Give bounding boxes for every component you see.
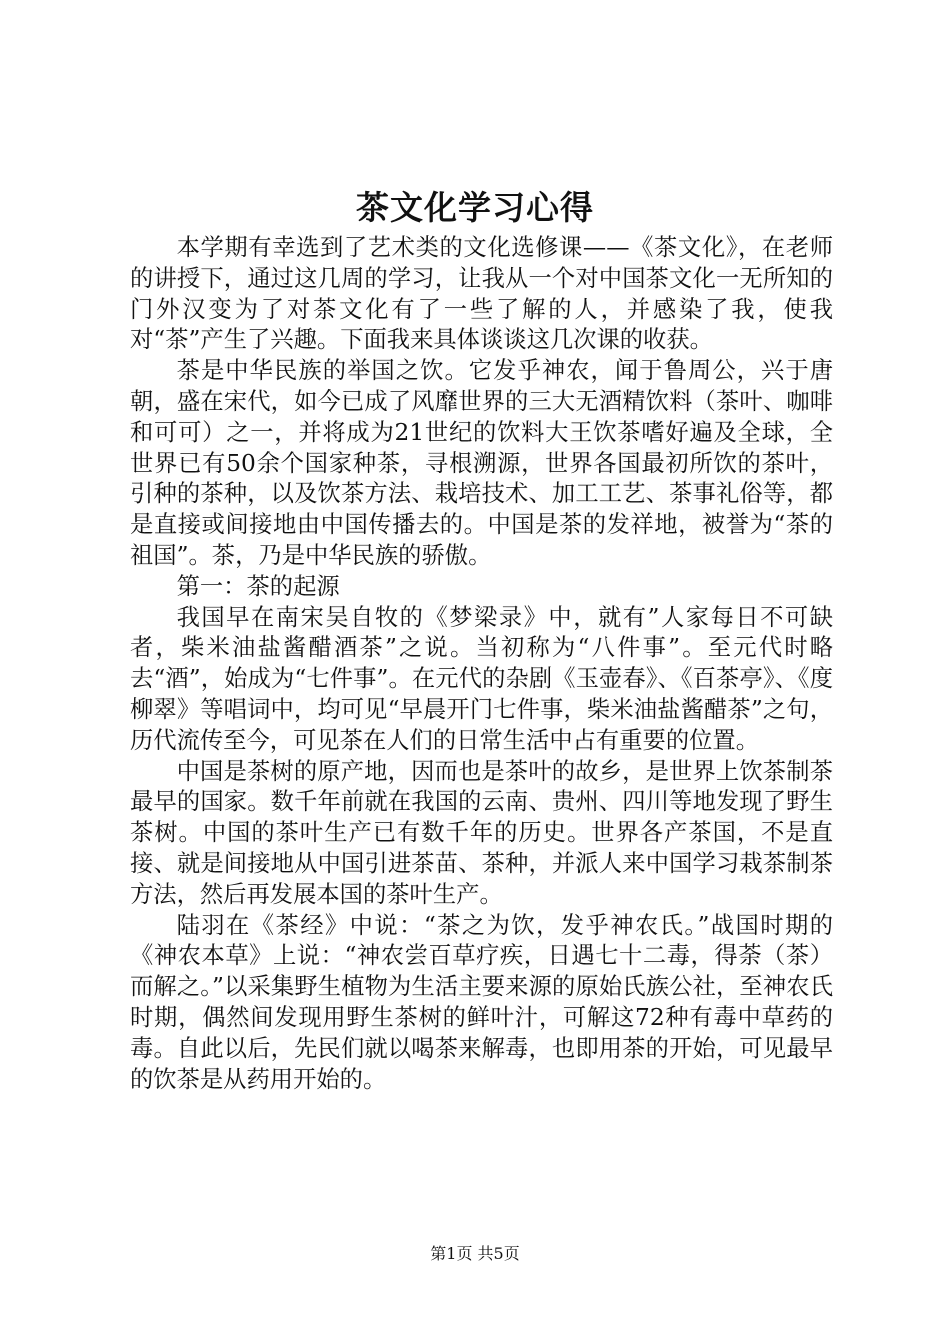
paragraph-national-drink: 茶是中华民族的举国之饮。它发乎神农，闻于鲁周公，兴于唐朝，盛在宋代，如今已成了风靡世界的三大无酒精饮料（茶叶、咖啡和可可）之一，并将成为21世纪的饮料大王饮茶嗜好遍及全球，全世界已有50余个国家种茶，寻根溯源，世界各国最初所饮的茶叶，引种的茶种，以及饮茶方法、栽培技术、加工工艺、茶事礼俗等，都是直接或间接地由中国传播去的。中国是茶的发祥地，被誉为“茶的祖国”。茶，乃是中华民族的骄傲。 (130, 357, 833, 569)
paragraph-intro: 本学期有幸选到了艺术类的文化选修课——《茶文化》，在老师的讲授下，通过这几周的学习，让我从一个对中国茶文化一无所知的门外汉变为了对茶文化有了一些了解的人，并感染了我，使我对“茶”产生了兴趣。下面我来具体谈谈这几次课的收获。 (130, 234, 833, 354)
page-footer: 第1页 共5页 (430, 1244, 520, 1263)
section-heading-origin: 第一：茶的起源 (176, 572, 340, 600)
document-body (130, 233, 833, 1095)
paragraph-seven-things: 我国早在南宋吴自牧的《梦梁录》中，就有”人家每日不可缺者，柴米油盐酱醋酒茶”之说。当初称为“八件事”。至元代时略去“酒”，始成为“七件事”。在元代的杂剧《玉壶春》、《百茶亭》、《度柳翠》等唱词中，均可见“早晨开门七件事，柴米油盐酱醋茶”之句，历代流传至今，可见茶在人们的日常生活中占有重要的位置。 (130, 603, 833, 754)
paragraph-lu-yu: 陆羽在《茶经》中说：“茶之为饮，发乎神农氏。”战国时期的《神农本草》上说：“神农尝百草疗疾，日遇七十二毒，得荼（茶）而解之。”以采集野生植物为生活主要来源的原始氏族公社，至神农氏时期，偶然间发现用野生茶树的鲜叶汁，可解这72种有毒中草药的毒。自此以后，先民们就以喝茶来解毒，也即用茶的开始，可见最早的饮茶是从药用开始的。 (130, 911, 833, 1093)
document-title: 茶文化学习心得 (356, 188, 594, 227)
paragraph-birthplace: 中国是茶树的原产地，因而也是茶叶的故乡，是世界上饮茶制茶最早的国家。数千年前就在我国的云南、贵州、四川等地发现了野生茶树。中国的茶叶生产已有数千年的历史。世界各产茶国，不是直接、就是间接地从中国引进茶苗、茶种，并派人来中国学习栽茶制茶方法，然后再发展本国的茶叶生产。 (130, 757, 833, 908)
